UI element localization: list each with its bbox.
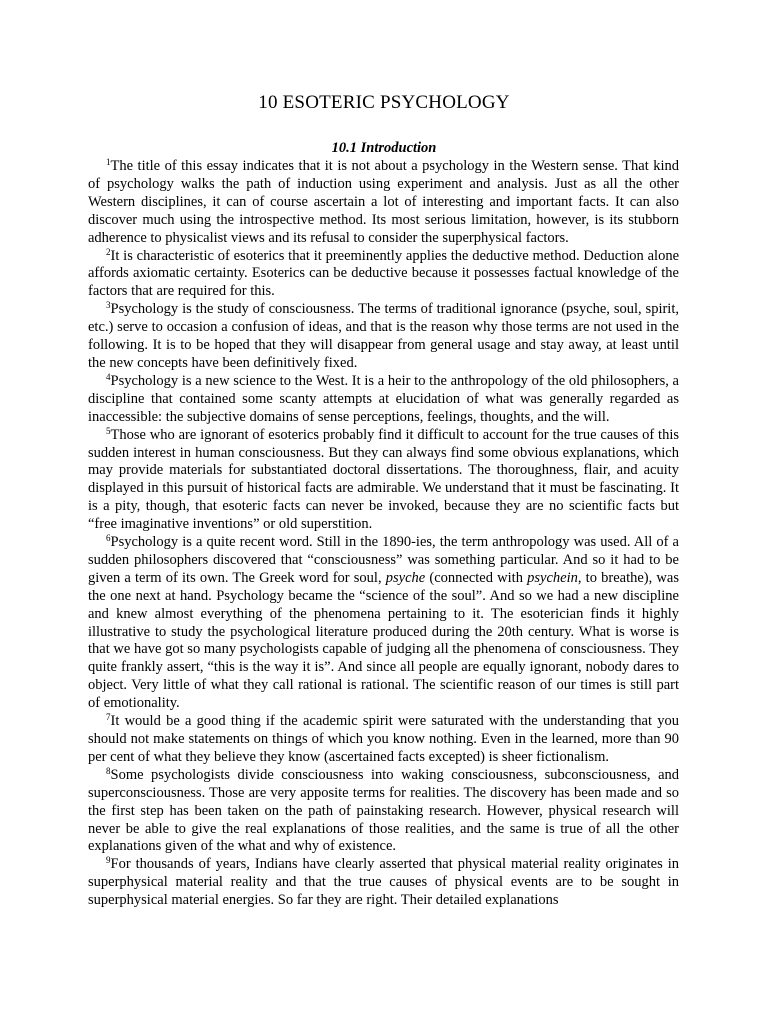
paragraph-text: Those who are ignorant of esoterics probably find it difficult to account for the true causes of this sudden interest in human consciousness. But they can always find some obvious explanations, which may provide materials for substantiated doctoral dissertations. The thoroughness, flair, and acuity displayed in this pursuit of historical facts are admirable. We understand that it must be fascinating. It is a pity, though, that esoteric facts can never be invoked, because they are no scientific facts but “free imaginative inventions” or old superstition. xyxy=(88,426,679,533)
paragraph-text: , to breathe), was the one next at hand. Psychology became the “science of the soul”. And so we had a new discipline and knew almost everything of the phenomena pertaining to it. The esoterician finds it highly illustrative to study the psychological literature produced during the 20th century. What is worse is that we have got so many psychologists capable of judging all the phenomena of consciousness. They quite frankly assert, “this is the way it is”. And since all people are equally ignorant, nobody dares to object. Very little of what they call rational is rational. The scientific reason of our times is still part of emotionality. xyxy=(88,569,679,712)
paragraph-number: 4 xyxy=(106,371,111,382)
paragraph-3 xyxy=(88,301,679,373)
paragraph-number: 3 xyxy=(106,300,111,311)
paragraph-text: (connected with xyxy=(425,569,528,586)
paragraph-number: 9 xyxy=(106,855,111,866)
paragraph-number: 5 xyxy=(106,425,111,436)
emphasis-term: psychein xyxy=(527,569,578,586)
paragraph-number: 7 xyxy=(106,712,111,723)
section-title: 10.1 Introduction xyxy=(331,140,437,156)
chapter-title: 10 ESOTERIC PSYCHOLOGY xyxy=(258,92,510,113)
paragraph-6 xyxy=(88,534,679,713)
paragraph-number: 6 xyxy=(106,533,111,544)
emphasis-term: psyche xyxy=(385,569,426,586)
paragraph-text: Psychology is a quite recent word. Still in the 1890-ies, the term anthropology was used. All of a sudden philosophers discovered that “consciousness” was something particular. And so it had to be given a term of its own. The Greek word for soul, xyxy=(88,534,679,586)
paragraph-text: It would be a good thing if the academic spirit were saturated with the understanding that you should not make statements on things of which you know nothing. Even in the learned, more than 90 per cent of what they believe they know (ascertained facts excepted) is sheer fictionalism. xyxy=(88,713,679,765)
paragraph-text: For thousands of years, Indians have clearly asserted that physical material reality originates in superphysical material reality and that the true causes of physical events are to be sought in superphysical material energies. So far they are right. Their detailed explanations xyxy=(88,856,679,909)
body-text xyxy=(88,158,679,910)
paragraph-number: 8 xyxy=(106,765,111,776)
paragraph-4 xyxy=(88,373,679,427)
paragraph-number: 1 xyxy=(106,157,111,167)
paragraph-9 xyxy=(88,856,679,910)
paragraph-text: Some psychologists divide consciousness into waking consciousness, subconsciousness, and superconsciousness. Those are very apposite terms for realities. The discovery has been made and so the first step has been taken on the path of painstaking research. However, physical research will never be able to give the real explanations of those realities, and the same is true of all the other explanations given of the what and why of existence. xyxy=(88,766,679,855)
paragraph-8 xyxy=(88,767,679,857)
paragraph-text: Psychology is a new science to the West. It is a heir to the anthropology of the old philosophers, a discipline that contained some scanty attempts at elucidation of what was generally regarded as inaccessible: the subjective domains of sense perceptions, feelings, thoughts, and the will. xyxy=(88,372,679,425)
paragraph-5 xyxy=(88,427,679,534)
paragraph-number: 2 xyxy=(106,246,111,257)
paragraph-text: The title of this essay indicates that it is not about a psychology in the Western sense. That kind of psychology walks the path of induction using experiment and analysis. Just as all the other Western disciplines, it can of course ascertain a lot of interesting and important facts. It can also discover much using the introspective method. Its most serious limitation, however, is its stubborn adherence to physicalist views and its refusal to consider the superphysical factors. xyxy=(88,158,679,246)
paragraph-2 xyxy=(88,248,679,302)
paragraph-7 xyxy=(88,713,679,767)
paragraph-text: Psychology is the study of consciousness. The terms of traditional ignorance (psyche, soul, spirit, etc.) serve to occasion a confusion of ideas, and that is the reason why those terms are not used in the following. It is to be hoped that they will disappear from general usage and stay away, at least until the new concepts have been definitively fixed. xyxy=(88,301,679,371)
paragraph-1 xyxy=(88,158,679,248)
paragraph-text: It is characteristic of esoterics that it preeminently applies the deductive method. Deduction alone affords axiomatic certainty. Esoterics can be deductive because it possesses factual knowledge of the factors that are required for this. xyxy=(88,247,679,300)
